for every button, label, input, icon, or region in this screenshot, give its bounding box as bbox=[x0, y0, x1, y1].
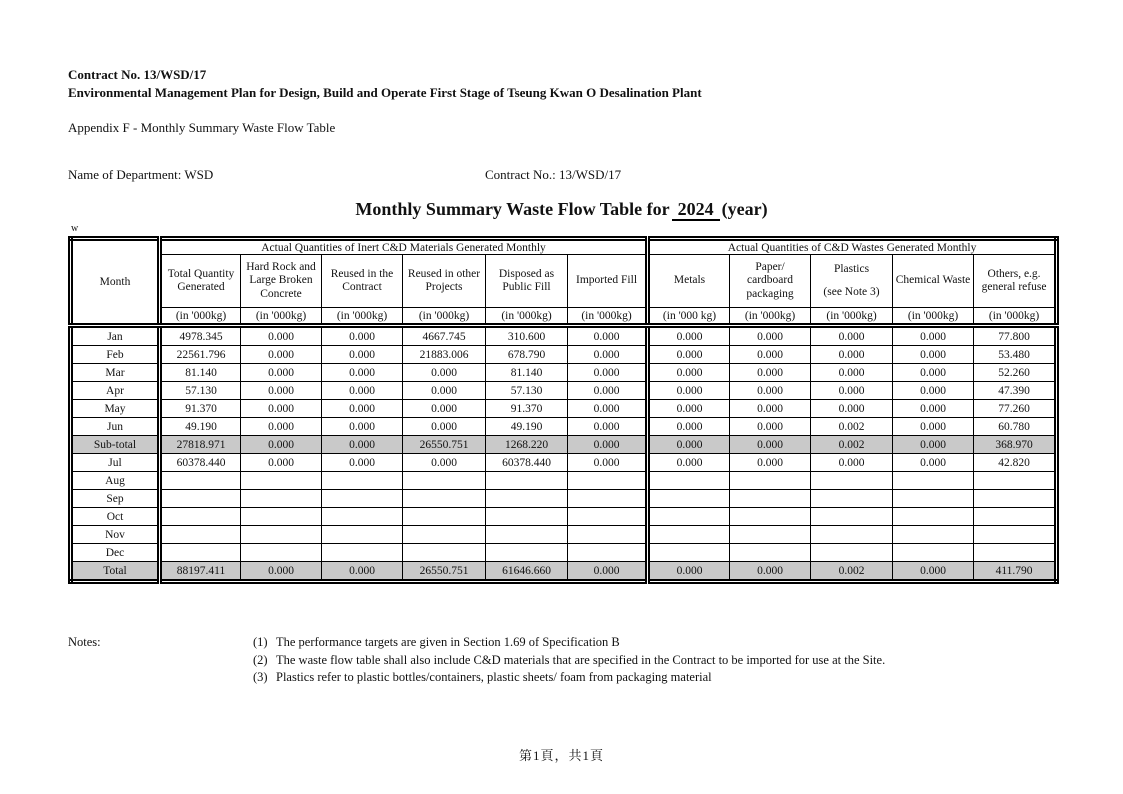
value-cell: 0.000 bbox=[893, 562, 974, 582]
value-cell: 368.970 bbox=[974, 436, 1057, 454]
unit-cell: (in '000kg) bbox=[811, 308, 893, 326]
column-header bbox=[730, 255, 811, 308]
value-cell bbox=[648, 544, 730, 562]
column-header-label: Chemical Waste bbox=[895, 274, 971, 287]
unit-cell: (in '000kg) bbox=[403, 308, 486, 326]
column-header bbox=[974, 255, 1057, 308]
column-header-label: Reused in other Projects bbox=[407, 267, 481, 293]
column-header-label: Hard Rock and Large Broken Concrete bbox=[246, 260, 316, 300]
month-cell: Sep bbox=[71, 490, 160, 508]
value-cell: 678.790 bbox=[486, 346, 568, 364]
table-row bbox=[71, 400, 1057, 418]
value-cell: 22561.796 bbox=[160, 346, 241, 364]
table-row bbox=[71, 346, 1057, 364]
value-cell: 0.002 bbox=[811, 562, 893, 582]
value-cell: 0.000 bbox=[241, 562, 322, 582]
table-head bbox=[71, 239, 1057, 326]
value-cell bbox=[730, 490, 811, 508]
value-cell bbox=[241, 508, 322, 526]
value-cell: 47.390 bbox=[974, 382, 1057, 400]
table-row bbox=[71, 364, 1057, 382]
value-cell: 0.000 bbox=[648, 418, 730, 436]
value-cell: 0.000 bbox=[811, 346, 893, 364]
value-cell: 26550.751 bbox=[403, 562, 486, 582]
value-cell: 0.000 bbox=[648, 346, 730, 364]
note-number: (3) bbox=[253, 670, 268, 684]
column-header bbox=[322, 255, 403, 308]
header-units-row bbox=[71, 308, 1057, 326]
value-cell: 0.000 bbox=[403, 382, 486, 400]
month-cell: Mar bbox=[71, 364, 160, 382]
value-cell: 60.780 bbox=[974, 418, 1057, 436]
value-cell: 0.000 bbox=[648, 326, 730, 346]
table-row bbox=[71, 418, 1057, 436]
table-row bbox=[71, 526, 1057, 544]
value-cell: 0.000 bbox=[568, 418, 648, 436]
value-cell: 0.000 bbox=[730, 364, 811, 382]
value-cell bbox=[322, 508, 403, 526]
notes-items bbox=[253, 634, 893, 687]
value-cell: 0.000 bbox=[730, 382, 811, 400]
column-header-label: Paper/ cardboard packaging bbox=[746, 260, 794, 300]
value-cell: 0.000 bbox=[811, 364, 893, 382]
notes-label: Notes: bbox=[68, 635, 101, 649]
waste-flow-table bbox=[68, 236, 1059, 584]
value-cell bbox=[486, 490, 568, 508]
month-header: Month bbox=[71, 239, 160, 326]
value-cell: 0.000 bbox=[568, 364, 648, 382]
value-cell bbox=[568, 508, 648, 526]
table-row bbox=[71, 382, 1057, 400]
value-cell: 0.000 bbox=[403, 418, 486, 436]
value-cell bbox=[811, 508, 893, 526]
document-header bbox=[68, 66, 702, 101]
value-cell: 0.000 bbox=[241, 454, 322, 472]
value-cell: 77.800 bbox=[974, 326, 1057, 346]
column-header-sublabel: (see Note 3) bbox=[823, 285, 880, 298]
table-row bbox=[71, 326, 1057, 346]
value-cell: 0.000 bbox=[648, 382, 730, 400]
value-cell bbox=[486, 544, 568, 562]
note-item bbox=[253, 669, 893, 687]
value-cell: 0.000 bbox=[893, 346, 974, 364]
value-cell: 0.000 bbox=[730, 436, 811, 454]
value-cell: 60378.440 bbox=[486, 454, 568, 472]
page-title-prefix: Monthly Summary Waste Flow Table for bbox=[355, 199, 670, 219]
column-header-label: Disposed as Public Fill bbox=[498, 267, 555, 293]
value-cell: 411.790 bbox=[974, 562, 1057, 582]
value-cell: 0.000 bbox=[893, 364, 974, 382]
value-cell: 26550.751 bbox=[403, 436, 486, 454]
value-cell: 0.002 bbox=[811, 436, 893, 454]
value-cell: 0.000 bbox=[811, 382, 893, 400]
value-cell: 49.190 bbox=[486, 418, 568, 436]
value-cell: 0.000 bbox=[403, 454, 486, 472]
plan-title-line: Environmental Management Plan for Design, Build and Operate First Stage of Tseung Kwan O Desalination Plant bbox=[68, 84, 702, 100]
value-cell bbox=[811, 544, 893, 562]
month-cell: Total bbox=[71, 562, 160, 582]
column-header bbox=[648, 255, 730, 308]
value-cell bbox=[568, 526, 648, 544]
table-row bbox=[71, 562, 1057, 582]
value-cell: 0.000 bbox=[568, 346, 648, 364]
value-cell bbox=[893, 544, 974, 562]
value-cell bbox=[974, 472, 1057, 490]
note-number: (2) bbox=[253, 652, 268, 667]
value-cell: 4667.745 bbox=[403, 326, 486, 346]
value-cell: 0.000 bbox=[241, 382, 322, 400]
value-cell: 0.000 bbox=[241, 326, 322, 346]
value-cell bbox=[648, 490, 730, 508]
value-cell bbox=[486, 508, 568, 526]
group2-header: Actual Quantities of C&D Wastes Generated Monthly bbox=[648, 239, 1057, 255]
month-cell: Sub-total bbox=[71, 436, 160, 454]
value-cell: 310.600 bbox=[486, 326, 568, 346]
unit-cell: (in '000kg) bbox=[160, 308, 241, 326]
value-cell: 0.000 bbox=[648, 400, 730, 418]
page-title bbox=[0, 199, 1123, 220]
column-header-label: Plastics bbox=[833, 263, 870, 275]
value-cell: 53.480 bbox=[974, 346, 1057, 364]
value-cell: 0.000 bbox=[241, 418, 322, 436]
value-cell bbox=[241, 526, 322, 544]
value-cell: 0.000 bbox=[893, 400, 974, 418]
table-row bbox=[71, 508, 1057, 526]
value-cell bbox=[160, 490, 241, 508]
waste-flow-table-wrapper bbox=[68, 236, 1059, 584]
note-item bbox=[253, 634, 893, 652]
value-cell bbox=[974, 544, 1057, 562]
value-cell: 0.000 bbox=[730, 418, 811, 436]
value-cell: 88197.411 bbox=[160, 562, 241, 582]
table-row bbox=[71, 436, 1057, 454]
value-cell: 0.000 bbox=[241, 436, 322, 454]
value-cell bbox=[322, 472, 403, 490]
table-row bbox=[71, 472, 1057, 490]
column-header-label: Reused in the Contract bbox=[330, 267, 394, 293]
value-cell: 0.000 bbox=[893, 418, 974, 436]
value-cell bbox=[322, 490, 403, 508]
column-header-label: Others, e.g. general refuse bbox=[981, 267, 1047, 293]
value-cell bbox=[241, 472, 322, 490]
unit-cell: (in '000 kg) bbox=[648, 308, 730, 326]
value-cell bbox=[486, 472, 568, 490]
month-cell: Apr bbox=[71, 382, 160, 400]
value-cell: 0.000 bbox=[730, 562, 811, 582]
value-cell: 77.260 bbox=[974, 400, 1057, 418]
value-cell: 0.000 bbox=[568, 436, 648, 454]
value-cell: 0.000 bbox=[322, 346, 403, 364]
value-cell bbox=[403, 508, 486, 526]
month-cell: Jul bbox=[71, 454, 160, 472]
value-cell bbox=[648, 472, 730, 490]
department-label: Name of Department: WSD bbox=[68, 167, 214, 182]
note-text: The performance targets are given in Section 1.69 of Specification B bbox=[276, 635, 620, 649]
column-header-label: Metals bbox=[673, 274, 706, 287]
column-header bbox=[568, 255, 648, 308]
value-cell bbox=[403, 472, 486, 490]
month-cell: Oct bbox=[71, 508, 160, 526]
value-cell: 0.000 bbox=[322, 562, 403, 582]
value-cell: 4978.345 bbox=[160, 326, 241, 346]
value-cell: 0.000 bbox=[241, 400, 322, 418]
value-cell bbox=[160, 472, 241, 490]
value-cell: 49.190 bbox=[160, 418, 241, 436]
appendix-title: Appendix F - Monthly Summary Waste Flow Table bbox=[68, 120, 336, 135]
value-cell: 0.000 bbox=[322, 454, 403, 472]
value-cell: 0.000 bbox=[893, 382, 974, 400]
value-cell bbox=[893, 508, 974, 526]
month-cell: Aug bbox=[71, 472, 160, 490]
contract-no-label: Contract No.: 13/WSD/17 bbox=[485, 167, 622, 182]
value-cell bbox=[893, 472, 974, 490]
value-cell: 0.000 bbox=[648, 562, 730, 582]
value-cell bbox=[730, 544, 811, 562]
value-cell: 0.000 bbox=[811, 400, 893, 418]
month-cell: May bbox=[71, 400, 160, 418]
column-header bbox=[160, 255, 241, 308]
value-cell: 81.140 bbox=[160, 364, 241, 382]
column-header bbox=[811, 255, 893, 308]
value-cell bbox=[160, 526, 241, 544]
value-cell bbox=[730, 508, 811, 526]
month-cell: Jan bbox=[71, 326, 160, 346]
month-cell: Dec bbox=[71, 544, 160, 562]
value-cell bbox=[160, 508, 241, 526]
table-row bbox=[71, 490, 1057, 508]
value-cell: 91.370 bbox=[486, 400, 568, 418]
value-cell: 0.000 bbox=[893, 436, 974, 454]
header-label-row bbox=[71, 255, 1057, 308]
value-cell bbox=[893, 490, 974, 508]
value-cell: 0.000 bbox=[403, 364, 486, 382]
value-cell: 1268.220 bbox=[486, 436, 568, 454]
note-item bbox=[253, 652, 893, 670]
column-header bbox=[486, 255, 568, 308]
value-cell bbox=[730, 526, 811, 544]
column-header bbox=[893, 255, 974, 308]
value-cell bbox=[160, 544, 241, 562]
value-cell bbox=[568, 472, 648, 490]
value-cell bbox=[241, 490, 322, 508]
value-cell: 57.130 bbox=[160, 382, 241, 400]
value-cell: 0.002 bbox=[811, 418, 893, 436]
value-cell bbox=[730, 472, 811, 490]
value-cell: 0.000 bbox=[730, 346, 811, 364]
value-cell bbox=[811, 490, 893, 508]
group1-header: Actual Quantities of Inert C&D Materials Generated Monthly bbox=[160, 239, 648, 255]
value-cell: 0.000 bbox=[568, 562, 648, 582]
column-header bbox=[241, 255, 322, 308]
month-cell: Jun bbox=[71, 418, 160, 436]
value-cell bbox=[403, 490, 486, 508]
value-cell bbox=[811, 526, 893, 544]
page-title-year: 2024 bbox=[672, 199, 720, 221]
value-cell: 0.000 bbox=[811, 454, 893, 472]
value-cell: 60378.440 bbox=[160, 454, 241, 472]
value-cell: 0.000 bbox=[568, 382, 648, 400]
column-header-label: Imported Fill bbox=[576, 274, 638, 287]
value-cell: 0.000 bbox=[403, 400, 486, 418]
note-text: Plastics refer to plastic bottles/containers, plastic sheets/ foam from packaging material bbox=[276, 670, 712, 684]
unit-cell: (in '000kg) bbox=[893, 308, 974, 326]
value-cell: 0.000 bbox=[730, 326, 811, 346]
value-cell: 57.130 bbox=[486, 382, 568, 400]
value-cell bbox=[486, 526, 568, 544]
value-cell bbox=[241, 544, 322, 562]
value-cell: 0.000 bbox=[322, 418, 403, 436]
value-cell bbox=[568, 544, 648, 562]
value-cell: 0.000 bbox=[322, 400, 403, 418]
note-text: The waste flow table shall also include C&D materials that are specified in the Contract to be imported for use at the Site. bbox=[276, 652, 886, 667]
value-cell: 0.000 bbox=[811, 326, 893, 346]
stray-mark: w bbox=[71, 223, 79, 234]
unit-cell: (in '000kg) bbox=[322, 308, 403, 326]
value-cell: 52.260 bbox=[974, 364, 1057, 382]
value-cell: 42.820 bbox=[974, 454, 1057, 472]
value-cell bbox=[322, 544, 403, 562]
value-cell: 0.000 bbox=[241, 364, 322, 382]
value-cell: 0.000 bbox=[730, 400, 811, 418]
value-cell bbox=[974, 526, 1057, 544]
page-number-footer: 第1頁，共1頁 bbox=[518, 748, 604, 763]
value-cell: 0.000 bbox=[648, 364, 730, 382]
value-cell: 0.000 bbox=[322, 382, 403, 400]
unit-cell: (in '000kg) bbox=[241, 308, 322, 326]
value-cell: 0.000 bbox=[648, 436, 730, 454]
month-cell: Nov bbox=[71, 526, 160, 544]
value-cell bbox=[403, 526, 486, 544]
unit-cell: (in '000kg) bbox=[568, 308, 648, 326]
table-body bbox=[71, 326, 1057, 582]
value-cell bbox=[648, 526, 730, 544]
value-cell: 0.000 bbox=[322, 326, 403, 346]
month-cell: Feb bbox=[71, 346, 160, 364]
contract-number-line: Contract No. 13/WSD/17 bbox=[68, 67, 207, 82]
value-cell: 0.000 bbox=[893, 454, 974, 472]
value-cell: 0.000 bbox=[568, 454, 648, 472]
value-cell: 81.140 bbox=[486, 364, 568, 382]
value-cell: 27818.971 bbox=[160, 436, 241, 454]
page-title-suffix: (year) bbox=[721, 199, 768, 219]
value-cell: 0.000 bbox=[322, 364, 403, 382]
column-header bbox=[403, 255, 486, 308]
value-cell bbox=[648, 508, 730, 526]
value-cell: 0.000 bbox=[322, 436, 403, 454]
note-number: (1) bbox=[253, 635, 268, 649]
table-row bbox=[71, 454, 1057, 472]
value-cell bbox=[893, 526, 974, 544]
unit-cell: (in '000kg) bbox=[730, 308, 811, 326]
value-cell bbox=[974, 490, 1057, 508]
value-cell bbox=[322, 526, 403, 544]
header-group-row bbox=[71, 239, 1057, 255]
value-cell bbox=[403, 544, 486, 562]
value-cell: 21883.006 bbox=[403, 346, 486, 364]
value-cell bbox=[568, 490, 648, 508]
value-cell: 0.000 bbox=[568, 400, 648, 418]
value-cell: 0.000 bbox=[730, 454, 811, 472]
value-cell: 0.000 bbox=[241, 346, 322, 364]
value-cell bbox=[974, 508, 1057, 526]
unit-cell: (in '000kg) bbox=[974, 308, 1057, 326]
value-cell bbox=[811, 472, 893, 490]
value-cell: 61646.660 bbox=[486, 562, 568, 582]
unit-cell: (in '000kg) bbox=[486, 308, 568, 326]
table-row bbox=[71, 544, 1057, 562]
column-header-label: Total Quantity Generated bbox=[167, 267, 235, 293]
value-cell: 91.370 bbox=[160, 400, 241, 418]
value-cell: 0.000 bbox=[648, 454, 730, 472]
value-cell: 0.000 bbox=[568, 326, 648, 346]
value-cell: 0.000 bbox=[893, 326, 974, 346]
